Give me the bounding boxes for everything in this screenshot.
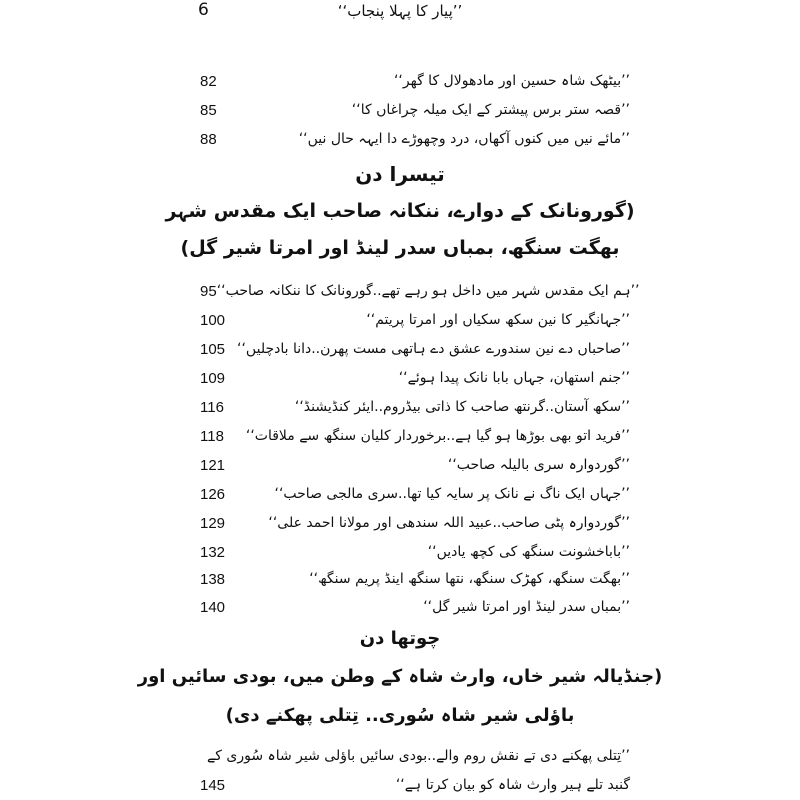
toc-entry-title: ’’مائے نیں میں کنوں آکھاں، درد وچھوڑے دا ایہہ حال نیں‘‘	[298, 131, 630, 147]
toc-page-number: 82	[200, 72, 217, 90]
toc-entry[interactable]	[200, 452, 630, 478]
section-subtitle: (جنڈیالہ شیر خاں، وارث شاہ کے وطن میں، بودی سائیں اور	[137, 666, 663, 687]
section-heading: تیسرا دن	[355, 162, 445, 186]
toc-entry-title: ’’بھگت سنگھ، کھڑک سنگھ، نتھا سنگھ اینڈ پریم سنگھ‘‘	[309, 571, 630, 587]
toc-entry-title: ’’تِتلی پھکنے دی تے نقش روم والے..بودی سائیں باؤلی شیر شاہ سُوری کے	[207, 748, 630, 764]
section-heading: چوتھا دن	[359, 628, 441, 649]
toc-page-number: 121	[200, 456, 226, 474]
toc-entry[interactable]	[200, 394, 630, 420]
toc-entry-title: ’’گوردوارہ سری بالیلہ صاحب‘‘	[447, 457, 630, 473]
toc-entry-title: ’’سکھ آستان..گرنتھ صاحب کا ذاتی بیڈروم..ایئر کنڈیشنڈ‘‘	[294, 399, 630, 415]
toc-entry[interactable]	[200, 423, 630, 449]
toc-page-number: 145	[200, 776, 226, 794]
running-title: ’’پیار کا پہلا پنجاب‘‘	[337, 2, 463, 20]
toc-page-number: 100	[200, 311, 226, 329]
toc-entry[interactable]	[200, 126, 630, 152]
toc-entry-title: ’’بمباں سدر لینڈ اور امرتا شیر گل‘‘	[423, 599, 630, 615]
toc-page-number: 140	[200, 598, 226, 616]
toc-page-number: 88	[200, 130, 217, 148]
toc-entry-title: ’’باباخشونت سنگھ کی کچھ یادیں‘‘	[427, 544, 630, 560]
page-number: 6	[198, 0, 209, 20]
toc-entry-title: ’’جہانگیر کا نین سکھ سکیاں اور امرتا پریتم‘‘	[366, 312, 630, 328]
toc-page-number: 118	[200, 427, 224, 445]
toc-entry-title: ’’قصہ ستر برس پیشتر کے ایک میلہ چراغاں کا‘‘	[351, 102, 630, 118]
toc-entry[interactable]	[200, 772, 630, 798]
toc-entry-title: ’’گوردوارہ پٹی صاحب..عبید اللہ سندھی اور مولانا احمد علی‘‘	[268, 515, 630, 531]
toc-entry[interactable]	[200, 481, 630, 507]
toc-entry[interactable]	[200, 97, 630, 123]
toc-page-number: 109	[200, 369, 226, 387]
toc-entry[interactable]	[200, 307, 630, 333]
toc-page-number: 116	[200, 398, 224, 416]
toc-entry-title: ’’صاحباں دے نین سندورے عشق دے ہاتھی مست پھرن..دانا بادچلیں‘‘	[237, 341, 630, 357]
toc-entry[interactable]	[200, 68, 630, 94]
section-subtitle: (گورونانک کے دوارے، ننکانہ صاحب ایک مقدس شہر	[165, 200, 635, 222]
toc-entry[interactable]	[200, 594, 630, 620]
toc-entry[interactable]	[200, 278, 640, 304]
toc-entry[interactable]	[200, 365, 630, 391]
toc-page-number: 132	[200, 543, 226, 561]
toc-entry[interactable]	[200, 510, 630, 536]
toc-page-number: 138	[200, 570, 226, 588]
section-subtitle: بھگت سنگھ، بمباں سدر لینڈ اور امرتا شیر گل)	[180, 237, 620, 259]
toc-page-number: 126	[200, 485, 226, 503]
toc-entry-line[interactable]	[200, 744, 630, 768]
section-subtitle: باؤلی شیر شاہ سُوری.. تِتلی پھکنے دی)	[225, 705, 575, 726]
toc-entry[interactable]	[200, 539, 630, 565]
toc-entry[interactable]	[200, 566, 630, 592]
toc-page-number: 105	[200, 340, 226, 358]
toc-entry-title: ’’جہاں ایک ناگ نے نانک پر سایہ کیا تھا..سری مالجی صاحب‘‘	[274, 486, 630, 502]
toc-entry-title: ’’فرید اتو بھی بوڑھا ہو گیا ہے..برخوردار کلیان سنگھ سے ملاقات‘‘	[245, 428, 630, 444]
toc-page-number: 85	[200, 101, 217, 119]
toc-entry-title: گنبد تلے ہیر وارث شاہ کو بیان کرتا ہے‘‘	[395, 777, 630, 793]
toc-page-number: 95	[200, 282, 217, 300]
toc-entry-title: ’’بیٹھک شاہ حسین اور مادھولال کا گھر‘‘	[393, 73, 630, 89]
toc-entry-title: ’’جنم استھان، جہاں بابا نانک پیدا ہوئے‘‘	[398, 370, 630, 386]
toc-page-number: 129	[200, 514, 226, 532]
toc-entry[interactable]	[200, 336, 630, 362]
toc-entry-title: ’’ہم ایک مقدس شہر میں داخل ہو رہے تھے..گورونانک کا ننکانہ صاحب‘‘	[216, 283, 640, 299]
